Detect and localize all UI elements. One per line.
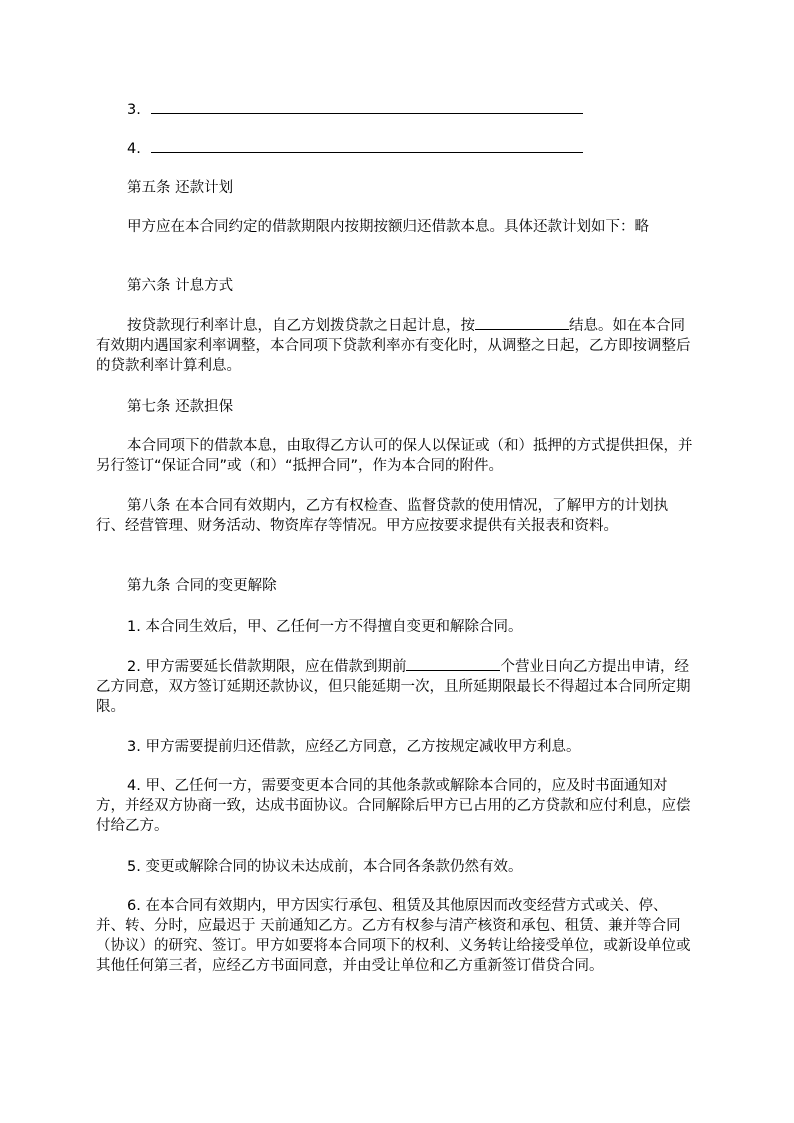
article-5-body: 甲方应在本合同约定的借款期限内按期按额归还借款本息。具体还款计划如下：略 [127, 219, 649, 235]
list-item-4 [127, 138, 583, 158]
article-9-item-6: 6. 在本合同有效期内，甲方因实行承包、租赁及其他原因而改变经营方式或关、停、并、转、分时，应最迟于 天前通知乙方。乙方有权参与清产核资和承包、租赁、兼并等合同（协议）的研究、签订。甲方如要将本合同项下的权利、义务转让给接受单位，或新设单位或其他任何第三者，应经乙方书面同意，并由受让单位和乙方重新签订借贷合同。 [96, 898, 691, 974]
fill-in-blank-line [151, 99, 583, 114]
article-5-title: 第五条 还款计划 [127, 180, 234, 196]
article-6-body-start: 按贷款现行利率计息，自乙方划拨贷款之日起计息，按 [127, 318, 475, 334]
article-7-body: 本合同项下的借款本息，由取得乙方认可的保人以保证或（和）抵押的方式提供担保，并另行签订“保证合同”或（和）“抵押合同”，作为本合同的附件。 [96, 438, 693, 474]
fill-in-blank-line [151, 138, 583, 153]
business-days-blank [406, 656, 500, 671]
article-7-title: 第七条 还款担保 [127, 399, 234, 415]
article-6-title: 第六条 计息方式 [127, 278, 234, 294]
article-9-item-2 [96, 656, 696, 717]
article-9-item-2-start: 2. 甲方需要延长借款期限，应在借款到期前 [127, 659, 407, 675]
article-9-title: 第九条 合同的变更解除 [127, 578, 277, 594]
article-9-item-4: 4. 甲、乙任何一方，需要变更本合同的其他条款或解除本合同的，应及时书面通知对方，并经双方协商一致，达成书面协议。合同解除后甲方已占用的乙方贷款和应付利息，应偿付给乙方。 [96, 778, 691, 834]
article-9-item-5: 5. 变更或解除合同的协议未达成前，本合同各条款仍然有效。 [127, 859, 523, 875]
article-6-body-end: 结息。如在本合同有效期内遇国家利率调整，本合同项下贷款利率亦有变化时，从调整之日起，乙方即按调整后的贷款利率计算利息。 [96, 318, 691, 374]
article-6-body [96, 315, 696, 376]
article-8-body: 第八条 在本合同有效期内，乙方有权检查、监督贷款的使用情况，了解甲方的计划执行、经营管理、财务活动、物资库存等情况。甲方应按要求提供有关报表和资料。 [96, 498, 669, 534]
list-item-number: 3. [127, 102, 141, 118]
article-9-item-2-end: 个营业日向乙方提出申请，经乙方同意，双方签订延期还款协议，但只能延期一次，且所延期限最长不得超过本合同所定期限。 [96, 659, 691, 715]
settlement-period-blank [475, 315, 569, 330]
list-item-number: 4. [127, 141, 141, 157]
article-9-item-3: 3. 甲方需要提前归还借款，应经乙方同意，乙方按规定减收甲方利息。 [127, 739, 581, 755]
list-item-3 [127, 99, 583, 119]
article-9-item-1: 1. 本合同生效后，甲、乙任何一方不得擅自变更和解除合同。 [127, 619, 523, 635]
